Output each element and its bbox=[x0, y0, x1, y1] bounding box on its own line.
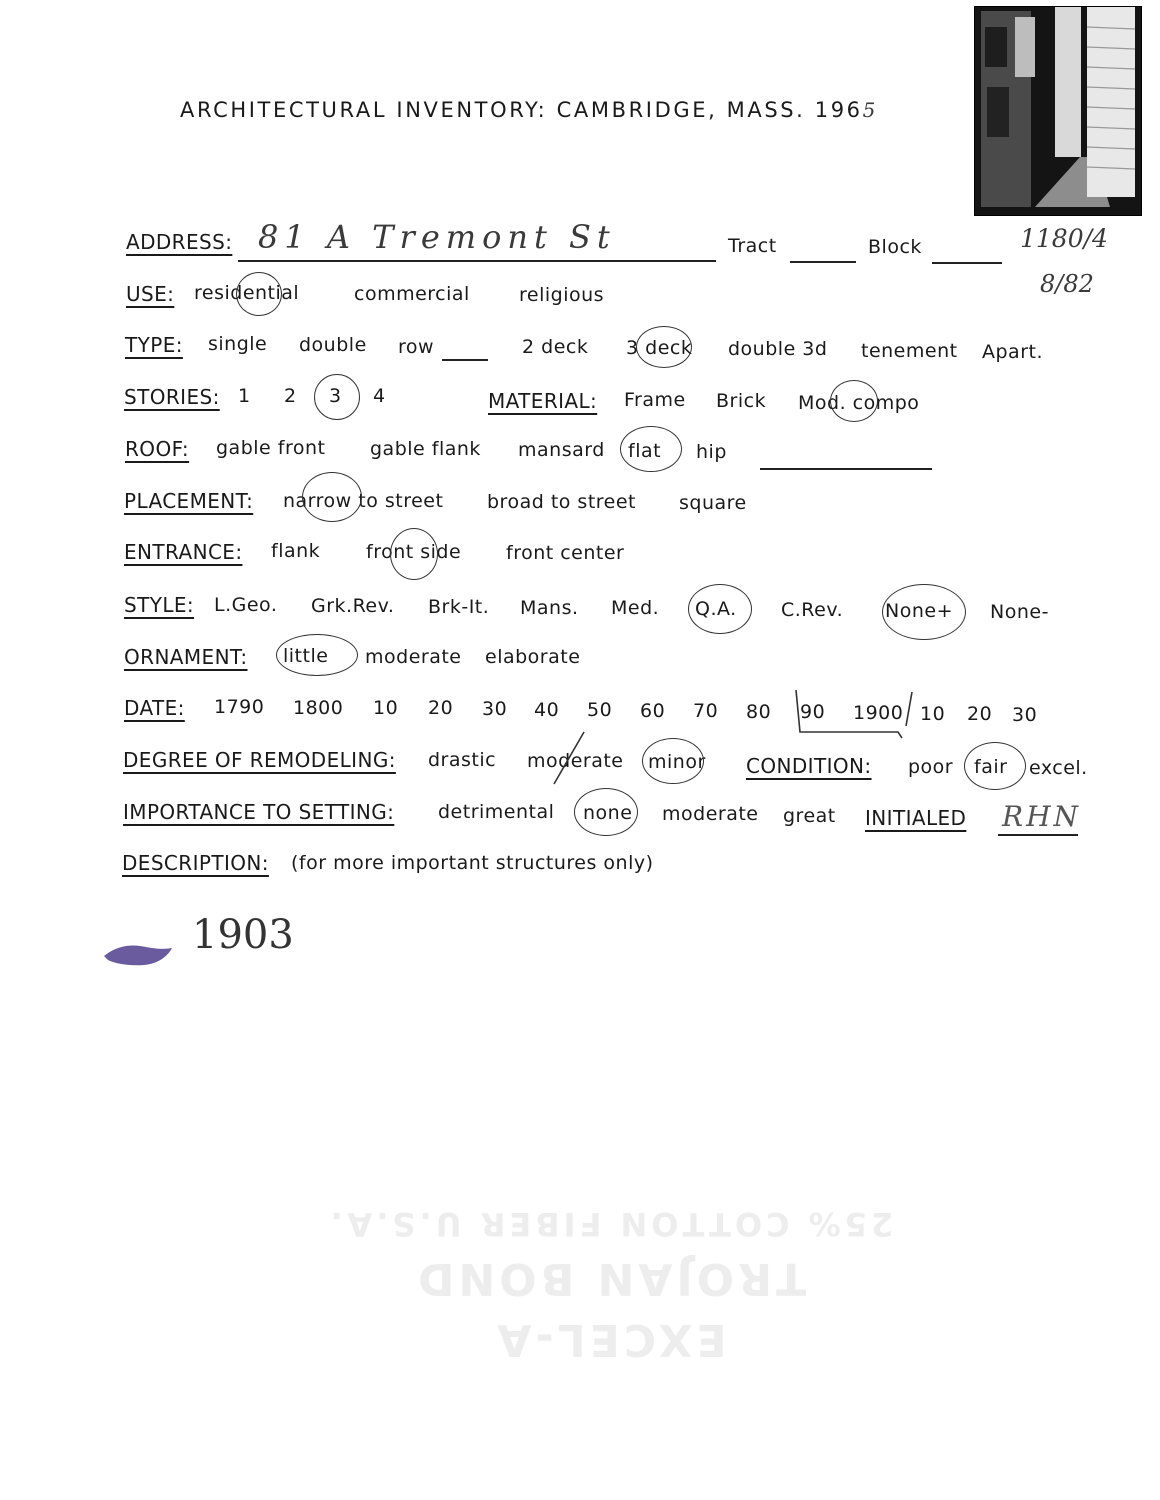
date-1920: 20 bbox=[967, 703, 993, 725]
block-label: Block bbox=[868, 236, 922, 258]
material-label: MATERIAL: bbox=[488, 389, 598, 413]
address-value: 81 A Tremont St bbox=[258, 218, 616, 256]
construction-date: 1903 bbox=[192, 912, 294, 958]
date-60: 60 bbox=[640, 700, 666, 722]
date-1790: 1790 bbox=[214, 696, 265, 718]
date-label: DATE: bbox=[124, 696, 185, 720]
importance-label: IMPORTANCE TO SETTING: bbox=[123, 800, 395, 824]
ref-date: 8/82 bbox=[1040, 270, 1094, 298]
type-3-deck: 3 deck bbox=[626, 337, 693, 359]
condition-poor: poor bbox=[908, 756, 954, 778]
date-bracket-mark bbox=[790, 686, 920, 744]
selection-mark bbox=[574, 788, 638, 836]
watermark-line: TROJAN BOND bbox=[413, 1253, 807, 1304]
stories-label: STORIES: bbox=[124, 385, 220, 409]
date-1800: 1800 bbox=[293, 697, 344, 719]
roof-flat: flat bbox=[628, 440, 662, 462]
stories-3: 3 bbox=[329, 385, 342, 407]
stories-1: 1 bbox=[238, 385, 251, 407]
type-2-deck: 2 deck bbox=[522, 336, 589, 358]
selection-mark bbox=[314, 374, 360, 420]
placement-square: square bbox=[679, 492, 747, 514]
importance-none: none bbox=[583, 802, 633, 824]
date-10: 10 bbox=[373, 697, 399, 719]
watermark-line: EXCEL-A bbox=[493, 1314, 727, 1365]
ornament-moderate: moderate bbox=[365, 646, 462, 668]
type-double-3d: double 3d bbox=[728, 338, 828, 360]
roof-gable-front: gable front bbox=[216, 437, 326, 459]
ornament-elaborate: elaborate bbox=[485, 646, 581, 668]
ornament-label: ORNAMENT: bbox=[124, 645, 248, 669]
roof-other-line bbox=[760, 468, 932, 470]
type-row: row bbox=[398, 336, 435, 358]
ornament-little: little bbox=[283, 645, 329, 667]
initialed-label: INITIALED bbox=[865, 806, 967, 830]
tract-line bbox=[790, 261, 856, 263]
style-none-minus: None- bbox=[990, 601, 1049, 623]
date-20: 20 bbox=[428, 697, 454, 719]
form-title: ARCHITECTURAL INVENTORY: CAMBRIDGE, MASS. 1965 bbox=[180, 98, 878, 122]
selection-mark bbox=[636, 326, 692, 368]
initialed-line bbox=[998, 834, 1078, 836]
alley-photo-icon bbox=[975, 7, 1141, 215]
material-mod-compo: Mod. compo bbox=[798, 392, 920, 414]
condition-excel: excel. bbox=[1029, 757, 1088, 779]
type-label: TYPE: bbox=[125, 333, 183, 357]
material-brick: Brick bbox=[716, 390, 767, 412]
date-70: 70 bbox=[693, 700, 719, 722]
selection-mark bbox=[882, 584, 966, 640]
selection-mark bbox=[642, 738, 704, 784]
ref-number: 1180/4 bbox=[1020, 224, 1108, 253]
style-label: STYLE: bbox=[124, 593, 195, 617]
watermark-line: 25% COTTON FIBER U.S.A. bbox=[326, 1205, 894, 1243]
address-line bbox=[238, 260, 716, 262]
entrance-label: ENTRANCE: bbox=[124, 540, 243, 564]
initialed-value: RHN bbox=[1002, 800, 1081, 833]
remodeling-drastic: drastic bbox=[428, 749, 497, 771]
remodeling-minor: minor bbox=[648, 751, 706, 773]
condition-label: CONDITION: bbox=[746, 754, 872, 778]
selection-mark bbox=[688, 584, 752, 634]
condition-fair: fair bbox=[974, 756, 1008, 778]
use-religious: religious bbox=[519, 284, 605, 306]
stories-2: 2 bbox=[284, 385, 297, 407]
style-c-rev: C.Rev. bbox=[781, 599, 844, 621]
date-50: 50 bbox=[587, 699, 613, 721]
date-1910: 10 bbox=[920, 703, 946, 725]
stories-4: 4 bbox=[373, 385, 386, 407]
style-none-plus: None+ bbox=[885, 600, 953, 622]
entrance-front-center: front center bbox=[506, 542, 625, 564]
style-mans: Mans. bbox=[520, 597, 579, 619]
date-30: 30 bbox=[482, 698, 508, 720]
date-80: 80 bbox=[746, 701, 772, 723]
entrance-flank: flank bbox=[271, 540, 321, 562]
roof-label: ROOF: bbox=[125, 437, 190, 461]
address-label: ADDRESS: bbox=[126, 230, 233, 254]
use-label: USE: bbox=[126, 282, 175, 306]
use-commercial: commercial bbox=[354, 283, 470, 305]
type-tenement: tenement bbox=[861, 340, 958, 362]
selection-mark bbox=[540, 728, 600, 788]
type-double: double bbox=[299, 334, 367, 356]
selection-mark bbox=[964, 742, 1026, 790]
entrance-front-side: front side bbox=[366, 541, 462, 563]
date-40: 40 bbox=[534, 699, 560, 721]
importance-moderate: moderate bbox=[662, 803, 759, 825]
selection-mark bbox=[302, 472, 362, 522]
style-brk-it: Brk-It. bbox=[428, 596, 490, 618]
building-photo bbox=[974, 6, 1142, 216]
description-label: DESCRIPTION: bbox=[122, 851, 269, 875]
date-90: 90 bbox=[800, 701, 826, 723]
selection-mark bbox=[390, 528, 438, 580]
style-l-geo: L.Geo. bbox=[214, 594, 278, 616]
year-digit: 5 bbox=[862, 98, 878, 122]
placement-broad: broad to street bbox=[487, 491, 637, 513]
material-frame: Frame bbox=[624, 389, 686, 411]
date-1930: 30 bbox=[1012, 704, 1038, 726]
remodeling-moderate: moderate bbox=[527, 750, 624, 772]
paper-watermark bbox=[310, 1195, 910, 1375]
selection-mark bbox=[276, 634, 358, 676]
selection-mark bbox=[620, 426, 682, 472]
style-grk-rev: Grk.Rev. bbox=[311, 595, 395, 617]
row-line bbox=[442, 359, 488, 361]
roof-mansard: mansard bbox=[518, 439, 605, 461]
date-1900: 1900 bbox=[853, 702, 904, 724]
block-line bbox=[932, 262, 1002, 264]
ink-arrow-icon bbox=[100, 934, 180, 974]
importance-detrimental: detrimental bbox=[438, 801, 555, 823]
type-single: single bbox=[208, 333, 268, 355]
placement-label: PLACEMENT: bbox=[124, 489, 254, 513]
selection-mark bbox=[830, 380, 878, 422]
description-note: (for more important structures only) bbox=[291, 852, 654, 874]
style-qa: Q.A. bbox=[695, 598, 737, 620]
style-med: Med. bbox=[611, 597, 660, 619]
roof-gable-flank: gable flank bbox=[370, 438, 481, 460]
placement-narrow: narrow to street bbox=[283, 490, 444, 512]
roof-hip: hip bbox=[696, 441, 727, 463]
type-apart: Apart. bbox=[982, 341, 1044, 363]
selection-mark bbox=[236, 272, 282, 316]
tract-label: Tract bbox=[728, 235, 777, 257]
use-residential: residential bbox=[194, 282, 300, 304]
importance-great: great bbox=[783, 805, 836, 827]
remodeling-label: DEGREE OF REMODELING: bbox=[123, 748, 396, 772]
